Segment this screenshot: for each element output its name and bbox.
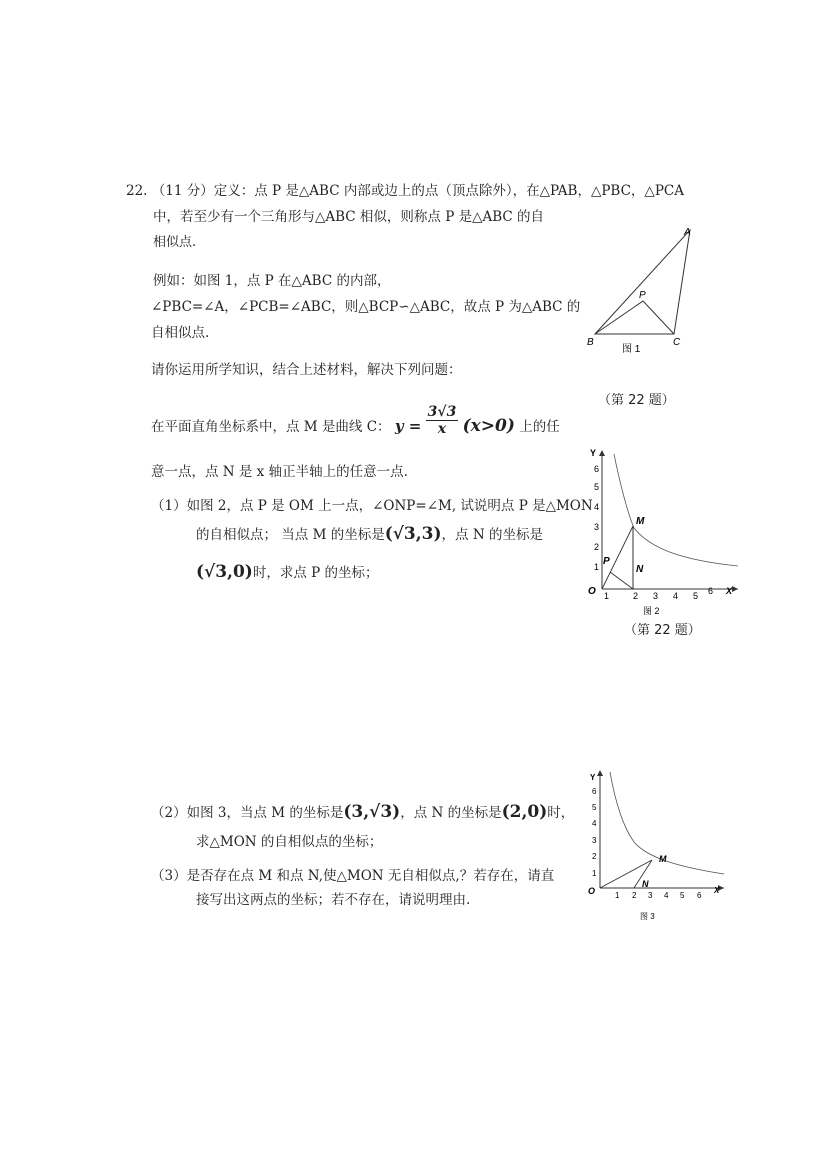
fig2-tick-y-1: 1 [594,562,600,572]
q1-n-coord: (√3,0) [196,562,253,582]
problem-line-2: 中，若至少有一个三角形与△ABC 相似，则称点 P 是△ABC 的自 [153,209,545,225]
q2-n-coord: (2,0) [501,802,548,822]
setup-line-2: 意一点，点 N 是 x 轴正半轴上的任意一点. [151,464,408,480]
fig2-tick-y-6: 6 [594,464,600,474]
setup-y: y = [394,417,422,435]
fig3-tick-x-3: 3 [648,891,653,900]
fig3-tick-y-6: 6 [592,787,597,796]
fig3-tick-x-5: 5 [680,891,685,900]
fig2-point-p: P [603,556,610,567]
fig2-problem-label: （第 22 题） [624,623,701,638]
setup-line [151,404,560,437]
setup-condition: (x>0) [462,416,515,436]
example-line-2: ∠PBC=∠A，∠PCB=∠ABC，则△BCP∽△ABC，故点 P 为△ABC 的 [151,299,581,315]
fig3-point-n: N [642,879,649,889]
setup-text-b: 上的任 [519,419,560,435]
fig2-caption: 图 2 [643,606,660,616]
q2-text-c: 时， [547,805,575,821]
curve-fraction [426,404,459,437]
example-line-3: 自相似点. [151,325,210,341]
fig2-point-m: M [636,516,645,527]
fig3-tick-x-6: 6 [697,891,702,900]
q2-text-a: （2）如图 3，当点 M 的坐标是 [151,805,344,821]
figure-2-graph [580,444,742,622]
figure-3-graph [582,766,727,924]
fig2-tick-y-3: 3 [594,522,600,532]
q3-line-2: 接写出这两点的坐标；若不存在，请说明理由. [196,892,471,908]
fig3-origin: O [588,886,596,896]
fig2-tick-x-1: 1 [604,591,610,601]
q1-text-b: 的自相似点； 当点 M 的坐标是 [196,527,385,543]
fig3-tick-y-3: 3 [592,836,597,845]
fig1-caption: 图 1 [622,344,641,355]
q2-m-coord: (3,√3) [343,802,401,822]
fraction-denominator: x [437,421,447,437]
fig3-tick-y-1: 1 [592,869,597,878]
fig2-tick-x-3: 3 [653,591,659,601]
example-line-1: 例如：如图 1，点 P 在△ABC 的内部， [153,273,391,289]
fig2-tick-x-4: 4 [673,591,679,601]
fig2-point-n: N [636,564,644,575]
q1-m-coord: (√3,3) [384,524,442,544]
q1-line-1: （1）如图 2，点 P 是 OM 上一点，∠ONP=∠M, 试说明点 P 是△MON [151,498,593,514]
fig2-tick-y-2: 2 [594,542,600,552]
fig3-tick-x-2: 2 [632,891,637,900]
fig3-tick-y-5: 5 [592,803,597,812]
fig3-axis-x: X [714,886,720,895]
fig3-axis-y: Y [590,773,596,782]
fig1-label-p: P [639,290,646,301]
fig2-tick-x-2: 2 [633,591,639,601]
fig1-label-a: A [684,227,691,238]
fig3-tick-x-1: 1 [615,891,620,900]
fig1-label-b: B [587,337,594,348]
fig2-tick-x-5: 5 [693,591,699,601]
fig2-axis-x: X [726,586,733,596]
fig3-caption: 图 3 [640,912,655,921]
q2-line-1 [151,802,574,823]
q1-line-3 [196,562,379,583]
fig2-tick-y-4: 4 [594,502,600,512]
fig2-axis-y: Y [590,448,597,458]
q1-line-2 [196,524,543,545]
q1-text-c: ，点 N 的坐标是 [441,527,543,543]
ask-line: 请你运用所学知识，结合上述材料，解决下列问题： [151,362,462,378]
problem-line-1: 22. （11 分）定义：点 P 是△ABC 内部或边上的点（顶点除外），在△PAB，△PBC，△PCA [126,183,684,199]
fig3-tick-y-4: 4 [592,819,597,828]
fig2-tick-y-5: 5 [594,482,600,492]
fig3-tick-y-2: 2 [592,852,597,861]
setup-text-a: 在平面直角坐标系中，点 M 是曲线 C： [151,419,391,435]
fig1-label-c: C [673,337,681,348]
q1-text-d: 时，求点 P 的坐标； [252,565,379,581]
fig1-problem-label: （第 22 题） [598,393,675,408]
fig3-point-m: M [659,854,667,864]
fig2-tick-x-6: 6 [708,586,714,596]
q2-line-2: 求△MON 的自相似点的坐标； [196,834,383,850]
fig3-tick-x-4: 4 [664,891,669,900]
figure-1-triangle [582,222,702,357]
fig2-origin: O [588,586,596,597]
q3-line-1: （3）是否存在点 M 和点 N,使△MON 无自相似点,？若存在，请直 [151,868,555,884]
q2-text-b: ，点 N 的坐标是 [400,805,502,821]
fraction-numerator: 3√3 [427,404,457,420]
problem-line-3: 相似点. [153,235,197,250]
